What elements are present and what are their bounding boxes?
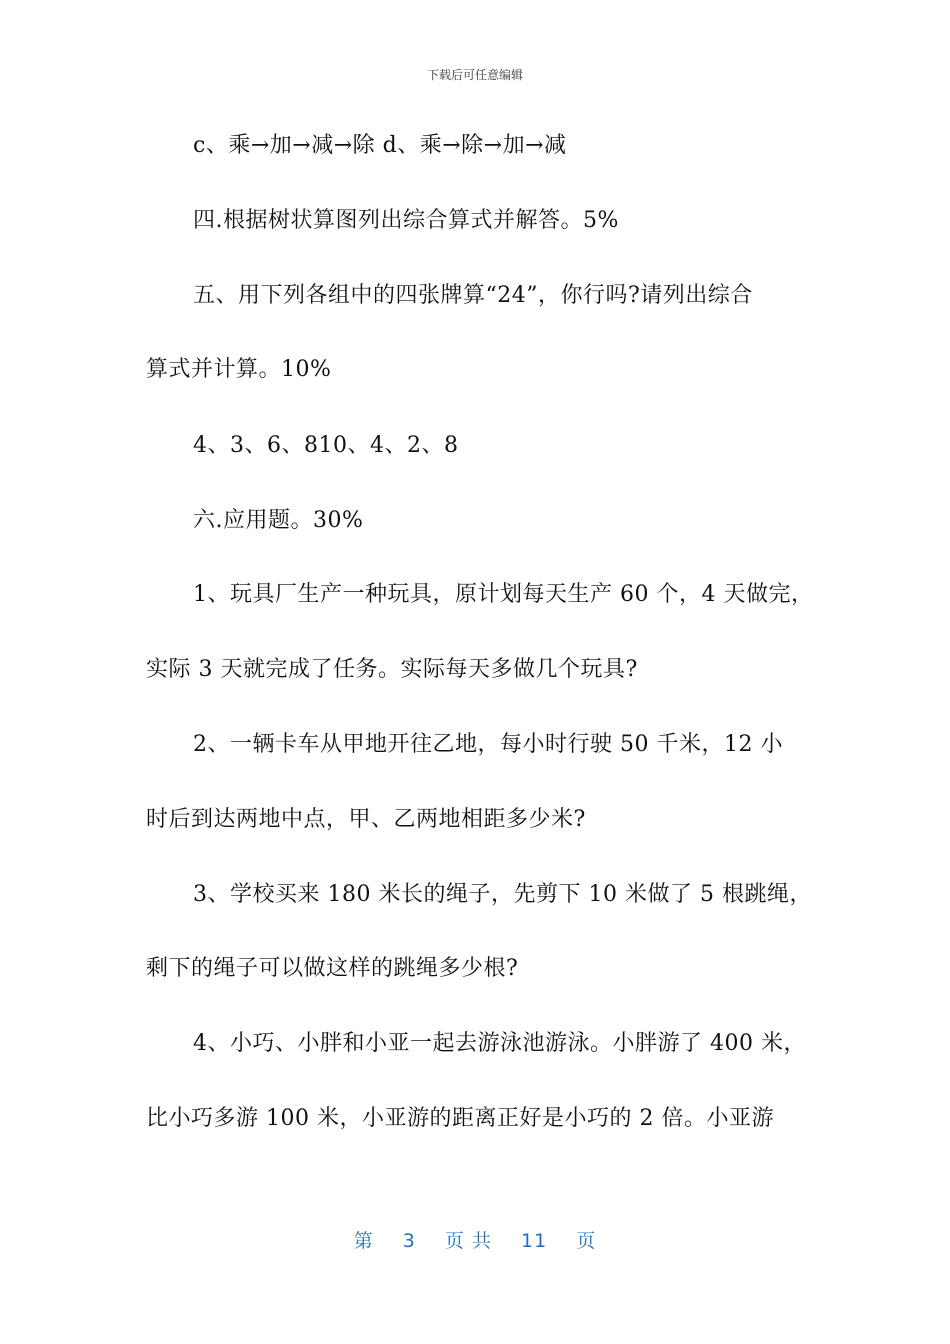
footer-middle: 页 共: [444, 1230, 492, 1252]
problem-1-line-2: 实际 3 天就完成了任务。实际每天多做几个玩具?: [146, 657, 638, 682]
card-groups-line: 4、3、6、810、4、2、8: [193, 433, 459, 458]
option-cd-line: c、乘→加→减→除 d、乘→除→加→减: [193, 133, 567, 158]
section-five-heading: 五、用下列各组中的四张牌算“24”，你行吗?请列出综合: [193, 283, 753, 308]
section-five-continuation: 算式并计算。10%: [146, 357, 332, 382]
problem-2-line-2: 时后到达两地中点，甲、乙两地相距多少米?: [146, 807, 586, 832]
page-footer: [0, 1226, 950, 1253]
problem-2-line-1: 2、一辆卡车从甲地开往乙地，每小时行驶 50 千米，12 小: [193, 732, 783, 757]
problem-1-line-1: 1、玩具厂生产一种玩具，原计划每天生产 60 个，4 天做完，: [193, 582, 814, 607]
footer-total-pages: 11: [521, 1230, 548, 1252]
section-six-heading: 六.应用题。30%: [193, 508, 364, 533]
footer-page-number: 3: [402, 1230, 416, 1252]
problem-3-line-2: 剩下的绳子可以做这样的跳绳多少根?: [146, 956, 519, 981]
problem-3-line-1: 3、学校买来 180 米长的绳子，先剪下 10 米做了 5 根跳绳，: [193, 882, 812, 907]
page-header-note: 下载后可任意编辑: [426, 68, 523, 82]
problem-4-line-1: 4、小巧、小胖和小亚一起去游泳池游泳。小胖游了 400 米，: [193, 1031, 806, 1056]
problem-4-line-2: 比小巧多游 100 米，小亚游的距离正好是小巧的 2 倍。小亚游: [146, 1106, 774, 1131]
footer-suffix: 页: [576, 1230, 597, 1252]
section-four-heading: 四.根据树状算图列出综合算式并解答。5%: [193, 208, 619, 233]
footer-prefix: 第: [353, 1230, 374, 1252]
